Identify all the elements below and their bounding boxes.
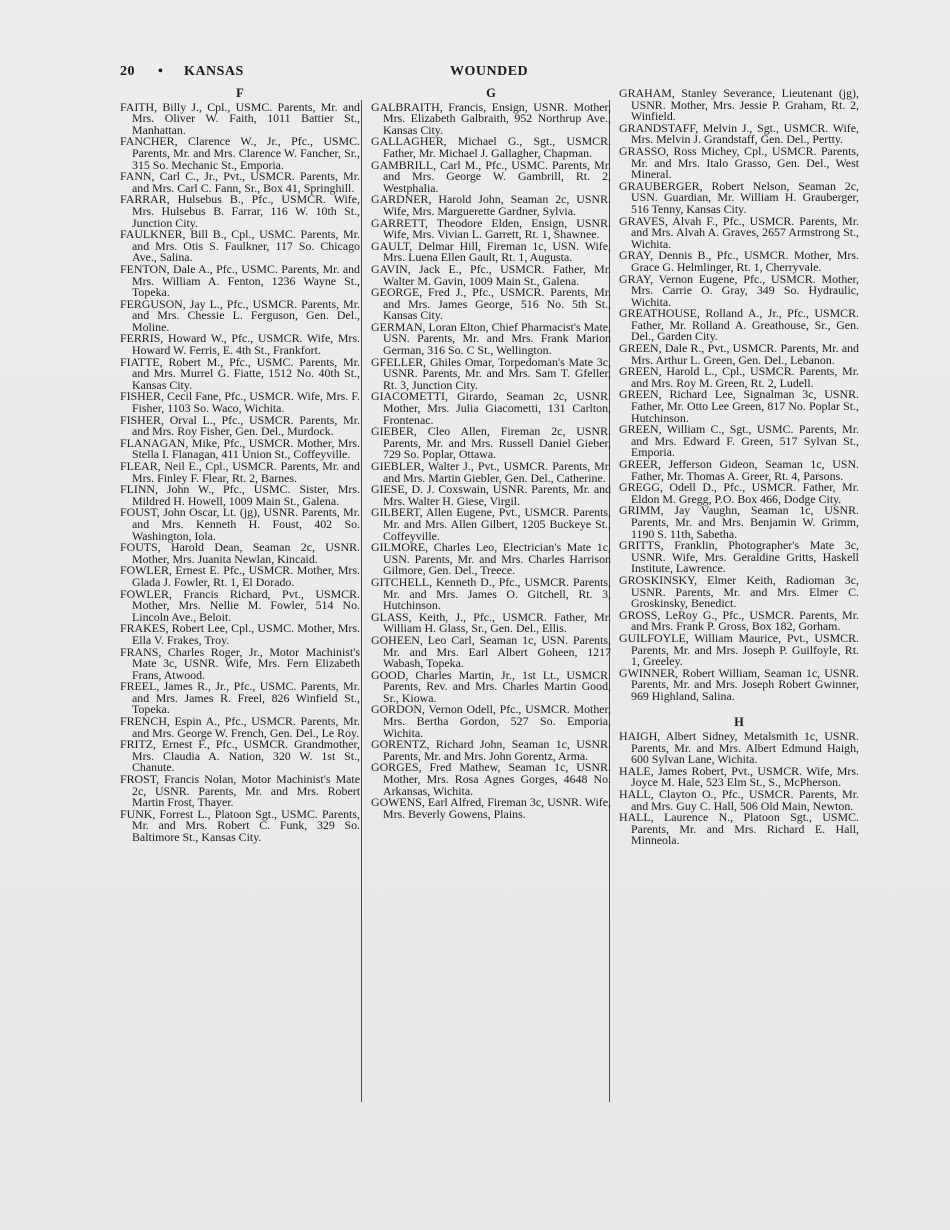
list-item: FRITZ, Ernest F., Pfc., USMCR. Grandmother, Mrs. Claudia A. Nation, 320 W. 1st St., Chanute. [120, 737, 360, 775]
header-bullet: • [158, 64, 164, 79]
entry-list-g [371, 99, 611, 821]
list-item: FROST, Francis Nolan, Motor Machinist's Mate 2c, USNR. Parents, Mr. and Mrs. Robert Martin Frost, Thayer. [120, 772, 360, 810]
entry-list-f [120, 99, 360, 844]
list-item: FLANAGAN, Mike, Pfc., USMCR. Mother, Mrs. Stella I. Flanagan, 411 Union St., Coffeyville. [120, 435, 360, 462]
list-item: GOOD, Charles Martin, Jr., 1st Lt., USMCR. Parents, Rev. and Mrs. Charles Martin Good, Sr., Kiowa. [371, 667, 611, 705]
list-item: GIEBER, Cleo Allen, Fireman 2c, USNR. Parents, Mr. and Mrs. Russell Daniel Gieber, 729 So. Poplar, Ottawa. [371, 424, 611, 462]
list-item: GRIMM, Jay Vaughn, Seaman 1c, USNR. Parents, Mr. and Mrs. Benjamin W. Grimm, 1190 S. 11th, Sabetha. [619, 503, 859, 541]
list-item: GEORGE, Fred J., Pfc., USMCR. Parents, Mr. and Mrs. James George, 516 No. 5th St., Kansas City. [371, 285, 611, 323]
column-1 [120, 88, 360, 844]
list-item: GERMAN, Loran Elton, Chief Pharmacist's Mate, USN. Parents, Mr. and Mrs. Frank Marion German, 316 So. C St., Wellington. [371, 319, 611, 358]
list-item: GROSKINSKY, Elmer Keith, Radioman 3c, USNR. Parents, Mr. and Mrs. Elmer C. Groskinsky, Benedict. [619, 572, 859, 611]
list-item: FAITH, Billy J., Cpl., USMC. Parents, Mr. and Mrs. Oliver W. Faith, 1011 Battier St., Manhattan. [120, 99, 360, 137]
list-item: GRASSO, Ross Michey, Cpl., USMCR. Parents, Mr. and Mrs. Italo Grasso, Gen. Del., West Mineral. [619, 143, 859, 182]
list-item: GRAY, Dennis B., Pfc., USMCR. Mother, Mrs. Grace G. Helmlinger, Rt. 1, Cherryvale. [619, 248, 859, 274]
list-item: FRANS, Charles Roger, Jr., Motor Machinist's Mate 3c, USNR. Wife, Mrs. Fern Elizabeth Frans, Atwood. [120, 644, 360, 682]
list-item: GREEN, William C., Sgt., USMC. Parents, Mr. and Mrs. Edward F. Green, 517 Sylvan St., Emporia. [619, 422, 859, 460]
entry-list-h [619, 731, 859, 847]
list-item: GREGG, Odell D., Pfc., USMCR. Father, Mr. Eldon M. Gregg, P.O. Box 466, Dodge City. [619, 480, 859, 506]
list-item: HALL, Clayton O., Pfc., USMCR. Parents, Mr. and Mrs. Guy C. Hall, 506 Old Main, Newton. [619, 787, 859, 813]
list-item: FISHER, Orval L., Pfc., USMCR. Parents, Mr. and Mrs. Roy Fisher, Gen. Del., Murdock. [120, 412, 360, 439]
list-item: GIESE, D. J. Coxswain, USNR. Parents, Mr. and Mrs. Walter H. Giese, Virgil. [371, 482, 611, 508]
list-item: GALLAGHER, Michael G., Sgt., USMCR. Father, Mr. Michael J. Gallagher, Chapman. [371, 134, 611, 160]
list-item: GRAY, Vernon Eugene, Pfc., USMCR. Mother, Mrs. Carrie O. Gray, 349 So. Hydraulic, Wichita. [619, 271, 859, 309]
list-item: GREEN, Dale R., Pvt., USMCR. Parents, Mr. and Mrs. Arthur L. Green, Gen. Del., Lebanon. [619, 341, 859, 367]
section-letter-f: F [236, 86, 244, 100]
list-item: GAMBRILL, Carl M., Pfc., USMC. Parents, Mr. and Mrs. George W. Gambrill, Rt. 2, Westphalia. [371, 157, 611, 195]
list-item: FERRIS, Howard W., Pfc., USMCR. Wife, Mrs. Howard W. Ferris, E. 4th St., Frankfort. [120, 331, 360, 358]
list-item: GORDON, Vernon Odell, Pfc., USMCR. Mother, Mrs. Bertha Gordon, 527 So. Emporia, Wichita. [371, 702, 611, 740]
section-letter-g: G [486, 86, 496, 100]
list-item: HALE, James Robert, Pvt., USMCR. Wife, Mrs. Joyce M. Hale, 523 Elm St., S., McPherson. [619, 763, 859, 790]
list-item: FREEL, James R., Jr., Pfc., USMC. Parents, Mr. and Mrs. James R. Freel, 826 Winfield St., Topeka. [120, 679, 360, 717]
list-item: GLASS, Keith, J., Pfc., USMCR. Father, Mr. William H. Glass, Sr., Gen. Del., Ellis. [371, 609, 611, 636]
list-item: GIACOMETTI, Girardo, Seaman 2c, USNR. Mother, Mrs. Julia Giacometti, 131 Carlton, Frontenac. [371, 389, 611, 427]
column-2 [371, 88, 611, 820]
list-item: GILBERT, Allen Eugene, Pvt., USMCR. Parents, Mr. and Mrs. Allen Gilbert, 1205 Buckeye St., Coffeyville. [371, 505, 611, 543]
list-item: GALBRAITH, Francis, Ensign, USNR. Mother, Mrs. Elizabeth Galbraith, 952 Northrup Ave., Kansas City. [371, 99, 611, 137]
entry-list-g-continued [619, 88, 859, 702]
list-item: GFELLER, Ghiles Omar, Torpedoman's Mate 3c, USNR. Parents, Mr. and Mrs. Sam T. Gfeller, Rt. 3, Junction City. [371, 354, 611, 392]
list-item: GREEN, Richard Lee, Signalman 3c, USNR. Father, Mr. Otto Lee Green, 817 No. Poplar St., Hutchinson. [619, 387, 859, 425]
list-item: FANN, Carl C., Jr., Pvt., USMCR. Parents, Mr. and Mrs. Carl C. Fann, Sr., Box 41, Springhill. [120, 169, 360, 195]
list-item: FERGUSON, Jay L., Pfc., USMCR. Parents, Mr. and Mrs. Chessie L. Ferguson, Gen. Del., Moline. [120, 296, 360, 334]
list-item: FOUTS, Harold Dean, Seaman 2c, USNR. Mother, Mrs. Juanita Newlan, Kincaid. [120, 540, 360, 566]
list-item: GUILFOYLE, William Maurice, Pvt., USMCR. Parents, Mr. and Mrs. Joseph P. Guilfoyle, Rt. 1, Greeley. [619, 630, 859, 669]
section-letter-h: H [734, 715, 744, 730]
list-item: GITCHELL, Kenneth D., Pfc., USMCR. Parents, Mr. and Mrs. James O. Gitchell, Rt. 3, Hutchinson. [371, 574, 611, 613]
list-item: HALL, Laurence N., Platoon Sgt., USMC. Parents, Mr. and Mrs. Richard E. Hall, Minneola. [619, 810, 859, 848]
list-item: FOUST, John Oscar, Lt. (jg), USNR. Parents, Mr. and Mrs. Kenneth H. Foust, 402 So. Washington, Iola. [120, 505, 360, 543]
list-item: FOWLER, Francis Richard, Pvt., USMCR. Mother, Mrs. Nellie M. Fowler, 514 No. Lincoln Ave., Beloit. [120, 586, 360, 624]
list-item: FAULKNER, Bill B., Cpl., USMC. Parents, Mr. and Mrs. Otis S. Faulkner, 117 So. Chicago Ave., Salina. [120, 227, 360, 265]
list-item: HAIGH, Albert Sidney, Metalsmith 1c, USNR. Parents, Mr. and Mrs. Albert Edmund Haigh, 600 Sylvan Lane, Wichita. [619, 729, 859, 767]
list-item: GIEBLER, Walter J., Pvt., USMCR. Parents, Mr. and Mrs. Martin Giebler, Gen. Del., Catherine. [371, 459, 611, 485]
list-item: FRENCH, Espin A., Pfc., USMCR. Parents, Mr. and Mrs. George W. French, Gen. Del., Le Roy. [120, 714, 360, 740]
list-item: FISHER, Cecil Fane, Pfc., USMCR. Wife, Mrs. F. Fisher, 1103 So. Waco, Wichita. [120, 389, 360, 416]
list-item: GROSS, LeRoy G., Pfc., USMCR. Parents, Mr. and Mrs. Frank P. Gross, Box 182, Gorham. [619, 607, 859, 634]
list-item: GAULT, Delmar Hill, Fireman 1c, USN. Wife, Mrs. Luena Ellen Gault, Rt. 1, Augusta. [371, 238, 611, 265]
list-item: GREATHOUSE, Rolland A., Jr., Pfc., USMCR. Father, Mr. Rolland A. Greathouse, Sr., Gen. Del., Garden City. [619, 306, 859, 344]
column-divider-1 [361, 100, 362, 1102]
state-name: KANSAS [184, 64, 244, 79]
list-item: GRAHAM, Stanley Severance, Lieutenant (jg), USNR. Mother, Mrs. Jessie P. Graham, Rt. 2, Winfield. [619, 86, 859, 124]
list-item: FLEAR, Neil E., Cpl., USMCR. Parents, Mr. and Mrs. Finley F. Flear, Rt. 2, Barnes. [120, 459, 360, 485]
list-item: GWINNER, Robert William, Seaman 1c, USNR. Parents, Mr. and Mrs. Joseph Robert Gwinner, 969 Highland, Salina. [619, 665, 859, 703]
list-item: FRAKES, Robert Lee, Cpl., USMC. Mother, Mrs. Ella V. Frakes, Troy. [120, 621, 360, 647]
list-item: GRANDSTAFF, Melvin J., Sgt., USMCR. Wife, Mrs. Melvin J. Grandstaff, Gen. Del., Pertty. [619, 120, 859, 147]
list-item: FARRAR, Hulsebus B., Pfc., USMCR. Wife, Mrs. Hulsebus B. Farrar, 116 W. 10th St., Junction City. [120, 192, 360, 230]
list-item: GARRETT, Theodore Elden, Ensign, USNR. Wife, Mrs. Vivian L. Garrett, Rt. 1, Shawnee. [371, 215, 611, 242]
list-item: GRITTS, Franklin, Photographer's Mate 3c, USNR. Wife, Mrs. Geraldine Gritts, Haskell Institute, Lawrence. [619, 538, 859, 576]
list-item: GOWENS, Earl Alfred, Fireman 3c, USNR. Wife, Mrs. Beverly Gowens, Plains. [371, 795, 611, 821]
list-item: FOWLER, Ernest E. Pfc., USMCR. Mother, Mrs. Glada J. Fowler, Rt. 1, El Dorado. [120, 563, 360, 589]
list-item: FUNK, Forrest L., Platoon Sgt., USMC. Parents, Mr. and Mrs. Robert C. Funk, 329 So. Baltimore St., Kansas City. [120, 806, 360, 844]
page-header [120, 64, 860, 84]
page-number: 20 [120, 64, 135, 79]
list-item: FENTON, Dale A., Pfc., USMC. Parents, Mr. and Mrs. William A. Fenton, 1236 Wayne St., Topeka. [120, 261, 360, 300]
list-item: FANCHER, Clarence W., Jr., Pfc., USMC. Parents, Mr. and Mrs. Clarence W. Fancher, Sr., 315 So. Mechanic St., Emporia. [120, 134, 360, 172]
list-item: GREER, Jefferson Gideon, Seaman 1c, USN. Father, Mr. Thomas A. Greer, Rt. 4, Parsons. [619, 457, 859, 483]
list-item: FLINN, John W., Pfc., USMC. Sister, Mrs. Mildred H. Howell, 1009 Main St., Galena. [120, 482, 360, 508]
list-item: GAVIN, Jack E., Pfc., USMCR. Father, Mr. Walter M. Gavin, 1009 Main St., Galena. [371, 261, 611, 288]
list-item: GRAUBERGER, Robert Nelson, Seaman 2c, USN. Guardian, Mr. William H. Grauberger, 516 Tenny, Kansas City. [619, 178, 859, 216]
column-3 [619, 88, 859, 847]
list-item: FIATTE, Robert M., Pfc., USMC. Parents, Mr. and Mrs. Murrel G. Fiatte, 1512 No. 40th St., Kansas City. [120, 354, 360, 392]
list-item: GREEN, Harold L., Cpl., USMCR. Parents, Mr. and Mrs. Roy M. Green, Rt. 2, Ludell. [619, 364, 859, 390]
list-item: GORGES, Fred Mathew, Seaman 1c, USNR. Mother, Mrs. Rosa Agnes Gorges, 4648 No. Arkansas, Wichita. [371, 760, 611, 798]
list-item: GILMORE, Charles Leo, Electrician's Mate 1c, USN. Parents, Mr. and Mrs. Charles Harrison Gilmore, Gen. Del., Treece. [371, 540, 611, 578]
list-item: GOHEEN, Leo Carl, Seaman 1c, USN. Parents, Mr. and Mrs. Earl Albert Goheen, 1217 Wabash, Topeka. [371, 632, 611, 671]
list-item: GARDNER, Harold John, Seaman 2c, USNR. Wife, Mrs. Marguerette Gardner, Sylvia. [371, 192, 611, 218]
list-title: WOUNDED [450, 64, 529, 79]
list-item: GRAVES, Alvah F., Pfc., USMCR. Parents, Mr. and Mrs. Alvah A. Graves, 2657 Armstrong St., Wichita. [619, 213, 859, 251]
list-item: GORENTZ, Richard John, Seaman 1c, USNR. Parents, Mr. and Mrs. John Gorentz, Arma. [371, 737, 611, 763]
